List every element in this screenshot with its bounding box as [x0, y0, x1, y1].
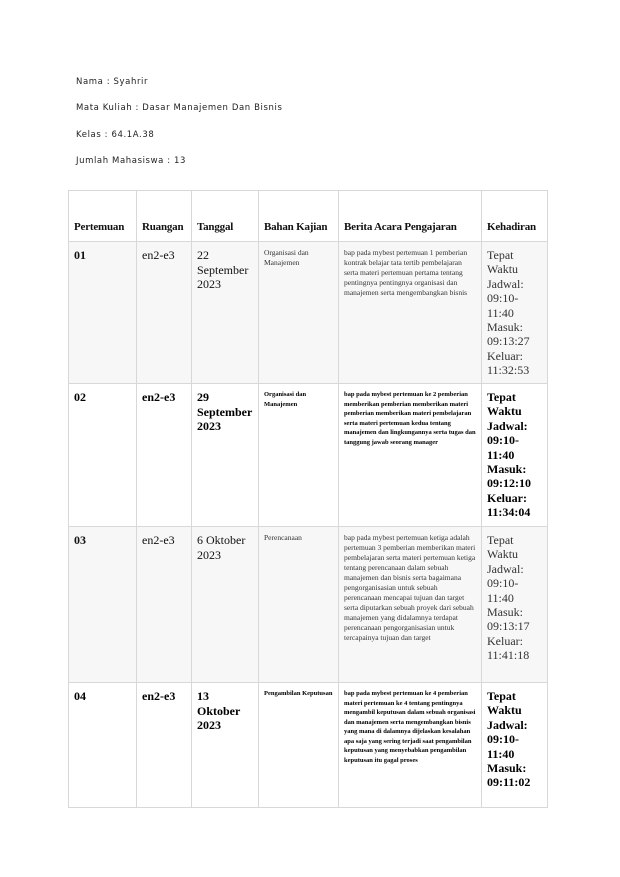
schedule-time: Jadwal: 09:10-11:40 [487, 418, 528, 462]
col-header-pertemuan: Pertemuan [69, 191, 137, 242]
cell-ruangan: en2-e3 [137, 384, 192, 527]
cell-kehadiran [482, 242, 548, 384]
cell-tanggal: 6 Oktober 2023 [192, 527, 259, 683]
attendance-status: Tepat Waktu [487, 533, 519, 562]
cell-bahan-kajian: Pengambilan Keputusan [259, 683, 339, 808]
schedule-time: Jadwal: 09:10-11:40 [487, 717, 528, 761]
table-row [69, 527, 548, 683]
cell-bahan-kajian: Perencanaan [259, 527, 339, 683]
col-header-berita-acara: Berita Acara Pengajaran [339, 191, 482, 242]
table-row [69, 384, 548, 527]
attendance-status: Tepat Waktu [487, 248, 519, 277]
course-name: Mata Kuliah : Dasar Manajemen Dan Bisnis [76, 103, 283, 113]
attendance-status: Tepat Waktu [487, 689, 522, 718]
col-header-bahan-kajian: Bahan Kajian [259, 191, 339, 242]
cell-pertemuan: 01 [69, 242, 137, 384]
cell-berita-acara: bap pada mybest pertemuan ketiga adalah pertemuan 3 pemberian memberikan materi pembelajaran serta materi pertemuan ketiga tentang perencanaan dalam sebuah manajemen dan bisnis serta bagaimana pengorganisasian untuk sebuah perencanaan mencapai tujuan dan target serta diputarkan sebuah proyek dari sebuah manajemen yang didalamnya terdapat perencanaan pengorganisasian untuk tercapainya tujuan dan target [339, 527, 482, 683]
cell-ruangan: en2-e3 [137, 683, 192, 808]
cell-pertemuan: 04 [69, 683, 137, 808]
check-in-time: Masuk: 09:13:27 [487, 320, 530, 349]
check-in-time: Masuk: 09:12:10 [487, 462, 531, 491]
check-out-time: Keluar: 11:34:04 [487, 490, 531, 520]
col-header-ruangan: Ruangan [137, 191, 192, 242]
cell-bahan-kajian: Organisasi dan Manajemen [259, 242, 339, 384]
cell-berita-acara: bap pada mybest pertemuan ke 2 pemberian memberikan pemberian memberikan materi pemberian memberikan materi pembelajaran serta materi pertemuan kedua tentang manajemen dan lingkungannya serta tugas dan tanggung jawab seorang manager [339, 384, 482, 527]
cell-pertemuan: 02 [69, 384, 137, 527]
class-code: Kelas : 64.1A.38 [76, 130, 155, 140]
cell-tanggal: 13 Oktober 2023 [192, 683, 259, 808]
check-out-time: Keluar: 11:41:18 [487, 633, 530, 663]
table-row [69, 242, 548, 384]
cell-bahan-kajian: Organisasi dan Manajemen [259, 384, 339, 527]
check-out-time: Keluar: 11:32:53 [487, 348, 530, 378]
cell-kehadiran [482, 384, 548, 527]
cell-ruangan: en2-e3 [137, 527, 192, 683]
col-header-tanggal: Tanggal [192, 191, 259, 242]
schedule-time: Jadwal: 09:10-11:40 [487, 276, 524, 320]
attendance-status: Tepat Waktu [487, 390, 522, 419]
student-name: Nama : Syahrir [76, 77, 149, 87]
cell-kehadiran [482, 527, 548, 683]
cell-tanggal: 22 September 2023 [192, 242, 259, 384]
check-in-time: Masuk: 09:13:17 [487, 605, 530, 634]
check-in-time: Masuk: 09:11:02 [487, 761, 531, 790]
cell-pertemuan: 03 [69, 527, 137, 683]
cell-berita-acara: bap pada mybest pertemuan ke 4 pemberian materi pertemuan ke 4 tentang pentingnya mengambil keputusan dalam sebuah organisasi dan manajemen serta mengembangkan bisnis yang mana di dalamnya dijelaskan kesalahan apa saja yang sering terjadi saat pengambilan keputusan yang menyebabkan pengambilan keputusan itu gagal proses [339, 683, 482, 808]
attendance-table [68, 190, 548, 808]
cell-berita-acara: bap pada mybest pertemuan 1 pemberian kontrak belajar tata tertib pembelajaran serta materi pertemuan pertama tentang pentingnya pentingnya organisasi dan manajemen serta mengembangkan bisnis [339, 242, 482, 384]
cell-ruangan: en2-e3 [137, 242, 192, 384]
table-row [69, 683, 548, 808]
student-count: Jumlah Mahasiswa : 13 [76, 156, 187, 166]
cell-tanggal: 29 September 2023 [192, 384, 259, 527]
schedule-time: Jadwal: 09:10-11:40 [487, 561, 524, 605]
col-header-kehadiran: Kehadiran [482, 191, 548, 242]
table-header-row [69, 191, 548, 242]
cell-kehadiran [482, 683, 548, 808]
